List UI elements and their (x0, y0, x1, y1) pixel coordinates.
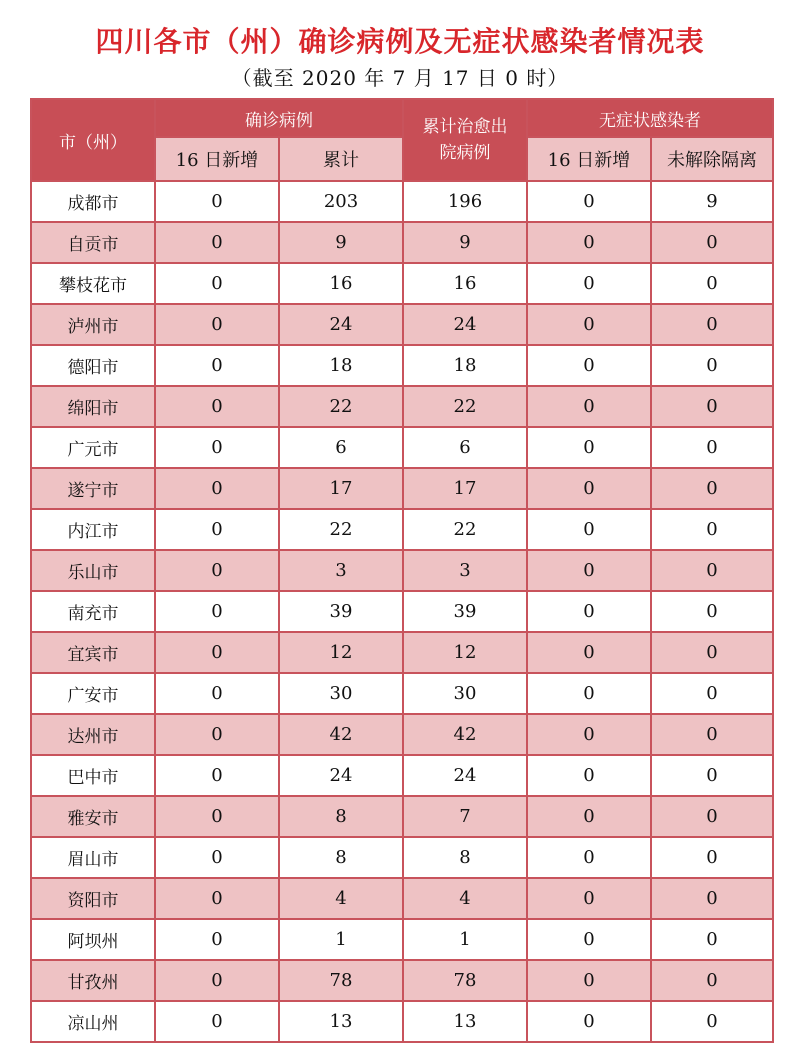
city-cell: 内江市 (31, 509, 155, 550)
new-cell: 0 (155, 591, 279, 632)
table-row (31, 345, 773, 386)
asym-isolated-cell: 0 (651, 755, 773, 796)
city-cell: 雅安市 (31, 796, 155, 837)
table-row (31, 1001, 773, 1042)
total-cell: 30 (279, 673, 403, 714)
new-cell: 0 (155, 550, 279, 591)
asym-isolated-cell: 0 (651, 837, 773, 878)
city-cell: 广安市 (31, 673, 155, 714)
asym-new-cell: 0 (527, 427, 651, 468)
city-cell: 绵阳市 (31, 386, 155, 427)
asym-isolated-cell: 9 (651, 181, 773, 222)
asym-isolated-cell: 0 (651, 919, 773, 960)
city-cell: 资阳市 (31, 878, 155, 919)
new-cell: 0 (155, 181, 279, 222)
asym-isolated-cell: 0 (651, 550, 773, 591)
new-cell: 0 (155, 673, 279, 714)
recovered-cell: 8 (403, 837, 527, 878)
asym-isolated-cell: 0 (651, 468, 773, 509)
total-cell: 3 (279, 550, 403, 591)
total-cell: 24 (279, 304, 403, 345)
city-cell: 遂宁市 (31, 468, 155, 509)
header-cumulative: 累计 (279, 137, 403, 181)
table-row (31, 181, 773, 222)
table-row (31, 673, 773, 714)
asym-new-cell: 0 (527, 222, 651, 263)
table-row (31, 468, 773, 509)
header-asym-new-16: 16 日新增 (527, 137, 651, 181)
new-cell: 0 (155, 509, 279, 550)
asym-new-cell: 0 (527, 386, 651, 427)
recovered-cell: 22 (403, 386, 527, 427)
recovered-cell: 16 (403, 263, 527, 304)
table-row (31, 878, 773, 919)
total-cell: 39 (279, 591, 403, 632)
city-cell: 南充市 (31, 591, 155, 632)
new-cell: 0 (155, 1001, 279, 1042)
recovered-cell: 9 (403, 222, 527, 263)
table-row (31, 919, 773, 960)
table-row (31, 304, 773, 345)
asym-new-cell: 0 (527, 796, 651, 837)
total-cell: 16 (279, 263, 403, 304)
city-cell: 德阳市 (31, 345, 155, 386)
city-cell: 乐山市 (31, 550, 155, 591)
document-subtitle: （截至 2020 年 7 月 17 日 0 时） (231, 66, 569, 90)
city-cell: 巴中市 (31, 755, 155, 796)
new-cell: 0 (155, 386, 279, 427)
total-cell: 6 (279, 427, 403, 468)
city-cell: 自贡市 (31, 222, 155, 263)
table-body (31, 181, 773, 1042)
recovered-cell: 17 (403, 468, 527, 509)
asym-new-cell: 0 (527, 1001, 651, 1042)
recovered-cell: 30 (403, 673, 527, 714)
new-cell: 0 (155, 345, 279, 386)
total-cell: 12 (279, 632, 403, 673)
recovered-cell: 4 (403, 878, 527, 919)
asym-isolated-cell: 0 (651, 714, 773, 755)
asym-new-cell: 0 (527, 591, 651, 632)
table-row (31, 550, 773, 591)
asym-isolated-cell: 0 (651, 591, 773, 632)
total-cell: 13 (279, 1001, 403, 1042)
asym-new-cell: 0 (527, 714, 651, 755)
new-cell: 0 (155, 714, 279, 755)
asym-new-cell: 0 (527, 632, 651, 673)
asym-new-cell: 0 (527, 509, 651, 550)
new-cell: 0 (155, 468, 279, 509)
total-cell: 22 (279, 386, 403, 427)
recovered-cell: 12 (403, 632, 527, 673)
city-cell: 甘孜州 (31, 960, 155, 1001)
total-cell: 4 (279, 878, 403, 919)
new-cell: 0 (155, 263, 279, 304)
asym-new-cell: 0 (527, 468, 651, 509)
asym-new-cell: 0 (527, 837, 651, 878)
asym-isolated-cell: 0 (651, 796, 773, 837)
total-cell: 78 (279, 960, 403, 1001)
total-cell: 42 (279, 714, 403, 755)
table-row (31, 386, 773, 427)
header-asym-not-released: 未解除隔离 (651, 137, 773, 181)
asym-isolated-cell: 0 (651, 509, 773, 550)
total-cell: 18 (279, 345, 403, 386)
asym-new-cell: 0 (527, 960, 651, 1001)
asym-isolated-cell: 0 (651, 1001, 773, 1042)
recovered-cell: 7 (403, 796, 527, 837)
header-asymptomatic-group: 无症状感染者 (527, 99, 773, 137)
asym-isolated-cell: 0 (651, 263, 773, 304)
asym-new-cell: 0 (527, 673, 651, 714)
recovered-cell: 78 (403, 960, 527, 1001)
new-cell: 0 (155, 427, 279, 468)
header-city: 市（州） (31, 99, 155, 181)
city-cell: 攀枝花市 (31, 263, 155, 304)
asym-isolated-cell: 0 (651, 222, 773, 263)
asym-new-cell: 0 (527, 919, 651, 960)
table-row (31, 714, 773, 755)
recovered-cell: 22 (403, 509, 527, 550)
new-cell: 0 (155, 796, 279, 837)
header-new-16: 16 日新增 (155, 137, 279, 181)
new-cell: 0 (155, 837, 279, 878)
recovered-cell: 24 (403, 755, 527, 796)
table-row (31, 427, 773, 468)
total-cell: 22 (279, 509, 403, 550)
asym-isolated-cell: 0 (651, 960, 773, 1001)
table-row (31, 632, 773, 673)
total-cell: 9 (279, 222, 403, 263)
asym-new-cell: 0 (527, 755, 651, 796)
table-row (31, 755, 773, 796)
table-row (31, 837, 773, 878)
city-case-table (30, 98, 774, 1043)
total-cell: 8 (279, 796, 403, 837)
city-cell: 眉山市 (31, 837, 155, 878)
table-row (31, 263, 773, 304)
header-recovered (403, 99, 527, 181)
table-row (31, 591, 773, 632)
asym-isolated-cell: 0 (651, 304, 773, 345)
asym-new-cell: 0 (527, 345, 651, 386)
recovered-cell: 6 (403, 427, 527, 468)
recovered-cell: 18 (403, 345, 527, 386)
asym-isolated-cell: 0 (651, 386, 773, 427)
new-cell: 0 (155, 304, 279, 345)
new-cell: 0 (155, 632, 279, 673)
city-cell: 泸州市 (31, 304, 155, 345)
table-row (31, 222, 773, 263)
recovered-cell: 13 (403, 1001, 527, 1042)
city-cell: 成都市 (31, 181, 155, 222)
asym-isolated-cell: 0 (651, 427, 773, 468)
total-cell: 24 (279, 755, 403, 796)
asym-new-cell: 0 (527, 263, 651, 304)
new-cell: 0 (155, 960, 279, 1001)
total-cell: 17 (279, 468, 403, 509)
asym-new-cell: 0 (527, 181, 651, 222)
recovered-cell: 42 (403, 714, 527, 755)
asym-isolated-cell: 0 (651, 345, 773, 386)
recovered-cell: 196 (403, 181, 527, 222)
city-cell: 达州市 (31, 714, 155, 755)
recovered-cell: 3 (403, 550, 527, 591)
asym-new-cell: 0 (527, 878, 651, 919)
new-cell: 0 (155, 222, 279, 263)
table-row (31, 960, 773, 1001)
asym-isolated-cell: 0 (651, 673, 773, 714)
city-cell: 凉山州 (31, 1001, 155, 1042)
total-cell: 1 (279, 919, 403, 960)
header-recovered-label: 累计治愈出院病例 (422, 117, 508, 163)
new-cell: 0 (155, 878, 279, 919)
asym-isolated-cell: 0 (651, 632, 773, 673)
table-row (31, 509, 773, 550)
recovered-cell: 1 (403, 919, 527, 960)
new-cell: 0 (155, 919, 279, 960)
total-cell: 8 (279, 837, 403, 878)
asym-isolated-cell: 0 (651, 878, 773, 919)
city-cell: 宜宾市 (31, 632, 155, 673)
recovered-cell: 24 (403, 304, 527, 345)
header-confirmed-group: 确诊病例 (155, 99, 403, 137)
asym-new-cell: 0 (527, 304, 651, 345)
city-cell: 阿坝州 (31, 919, 155, 960)
recovered-cell: 39 (403, 591, 527, 632)
city-cell: 广元市 (31, 427, 155, 468)
total-cell: 203 (279, 181, 403, 222)
asym-new-cell: 0 (527, 550, 651, 591)
new-cell: 0 (155, 755, 279, 796)
table-row (31, 796, 773, 837)
document-title: 四川各市（州）确诊病例及无症状感染者情况表 (95, 25, 705, 58)
